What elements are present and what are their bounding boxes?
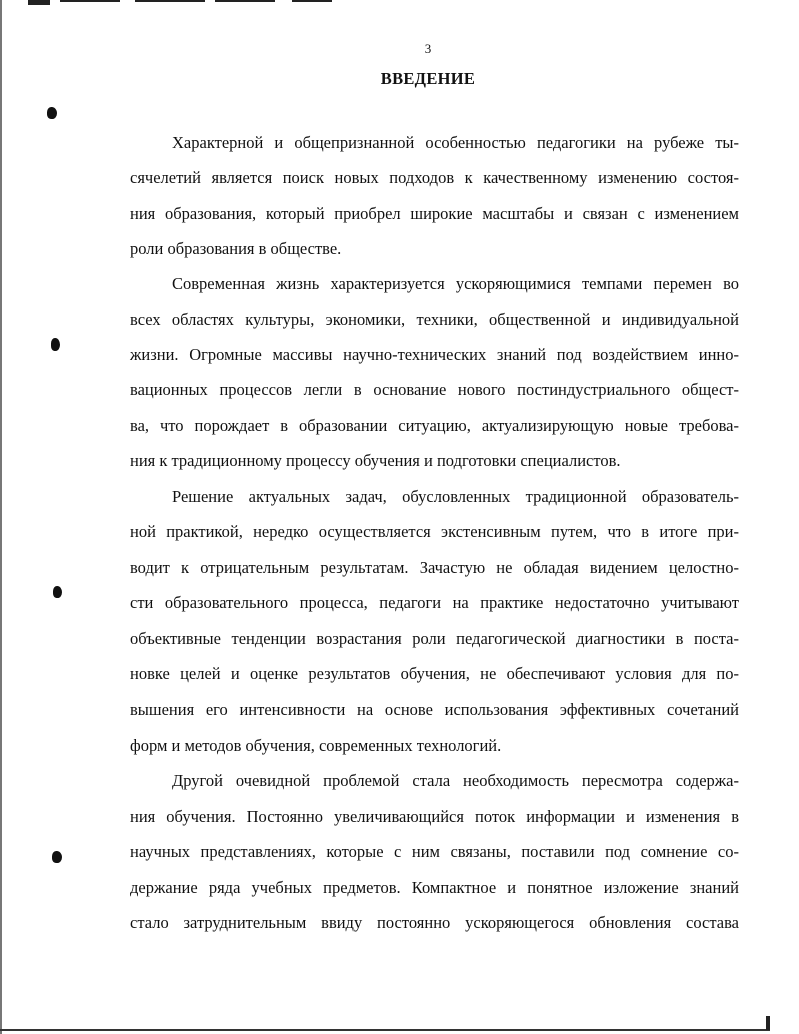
text-line: объективные тенденции возрастания роли педагогической диагностики в поста- — [130, 629, 739, 648]
text-line: ния обучения. Постоянно увеличивающийся поток информации и изменения в — [130, 807, 739, 826]
text-line: вышения его интенсивности на основе использования эффективных сочетаний — [130, 700, 739, 719]
text-line: сячелетий является поиск новых подходов к качественному изменению состоя- — [130, 168, 739, 187]
text-line: Современная жизнь характеризуется ускоряющимися темпами перемен во — [172, 274, 739, 293]
text-line: держание ряда учебных предметов. Компактное и понятное изложение знаний — [130, 878, 739, 897]
text-line: новке целей и оценке результатов обучения, не обеспечивают условия для по- — [130, 664, 739, 683]
text-line: сти образовательного процесса, педагоги на практике недостаточно учитывают — [130, 593, 739, 612]
text-line: жизни. Огромные массивы научно-технических знаний под воздействием инно- — [130, 345, 739, 364]
scan-artifact-top-rule-2 — [135, 0, 205, 2]
text-line: всех областях культуры, экономики, техники, общественной и индивидуальной — [130, 310, 739, 329]
punch-hole-mark — [52, 851, 62, 863]
scan-bottom-rule — [0, 1029, 770, 1031]
punch-hole-mark — [53, 586, 62, 598]
scan-artifact-top-rule-3 — [215, 0, 275, 2]
text-line: Характерной и общепризнанной особенностью педагогики на рубеже ты- — [172, 133, 739, 152]
page-title: ВВЕДЕНИЕ — [380, 69, 476, 88]
text-line: Другой очевидной проблемой стала необходимость пересмотра содержа- — [172, 771, 739, 790]
text-line: Решение актуальных задач, обусловленных традиционной образователь- — [172, 487, 739, 506]
text-line: вационных процессов легли в основание нового постиндустриального общест- — [130, 380, 739, 399]
text-line: ва, что порождает в образовании ситуацию, актуализирующую новые требова- — [130, 416, 739, 435]
text-line: ния образования, который приобрел широкие масштабы и связан с изменением — [130, 204, 739, 223]
scan-bottom-mark — [766, 1016, 770, 1030]
scan-artifact-top-left — [28, 0, 50, 5]
text-line: водит к отрицательным результатам. Зачастую не обладая видением целостно- — [130, 558, 739, 577]
punch-hole-mark — [47, 107, 57, 119]
text-line: форм и методов обучения, современных технологий. — [130, 736, 502, 755]
scan-artifact-top-rule-4 — [292, 0, 332, 2]
scan-left-edge — [0, 0, 2, 1034]
text-line: роли образования в обществе. — [130, 239, 342, 258]
text-line: стало затруднительным ввиду постоянно ускоряющегося обновления состава — [130, 913, 739, 932]
text-line: научных представлениях, которые с ним связаны, поставили под сомнение со- — [130, 842, 739, 861]
text-line: ной практикой, нередко осуществляется экстенсивным путем, что в итоге при- — [130, 522, 739, 541]
text-line: ния к традиционному процессу обучения и подготовки специалистов. — [130, 451, 621, 470]
punch-hole-mark — [51, 338, 60, 351]
page-number: 3 — [424, 41, 432, 56]
scan-artifact-top-rule-1 — [60, 0, 120, 2]
